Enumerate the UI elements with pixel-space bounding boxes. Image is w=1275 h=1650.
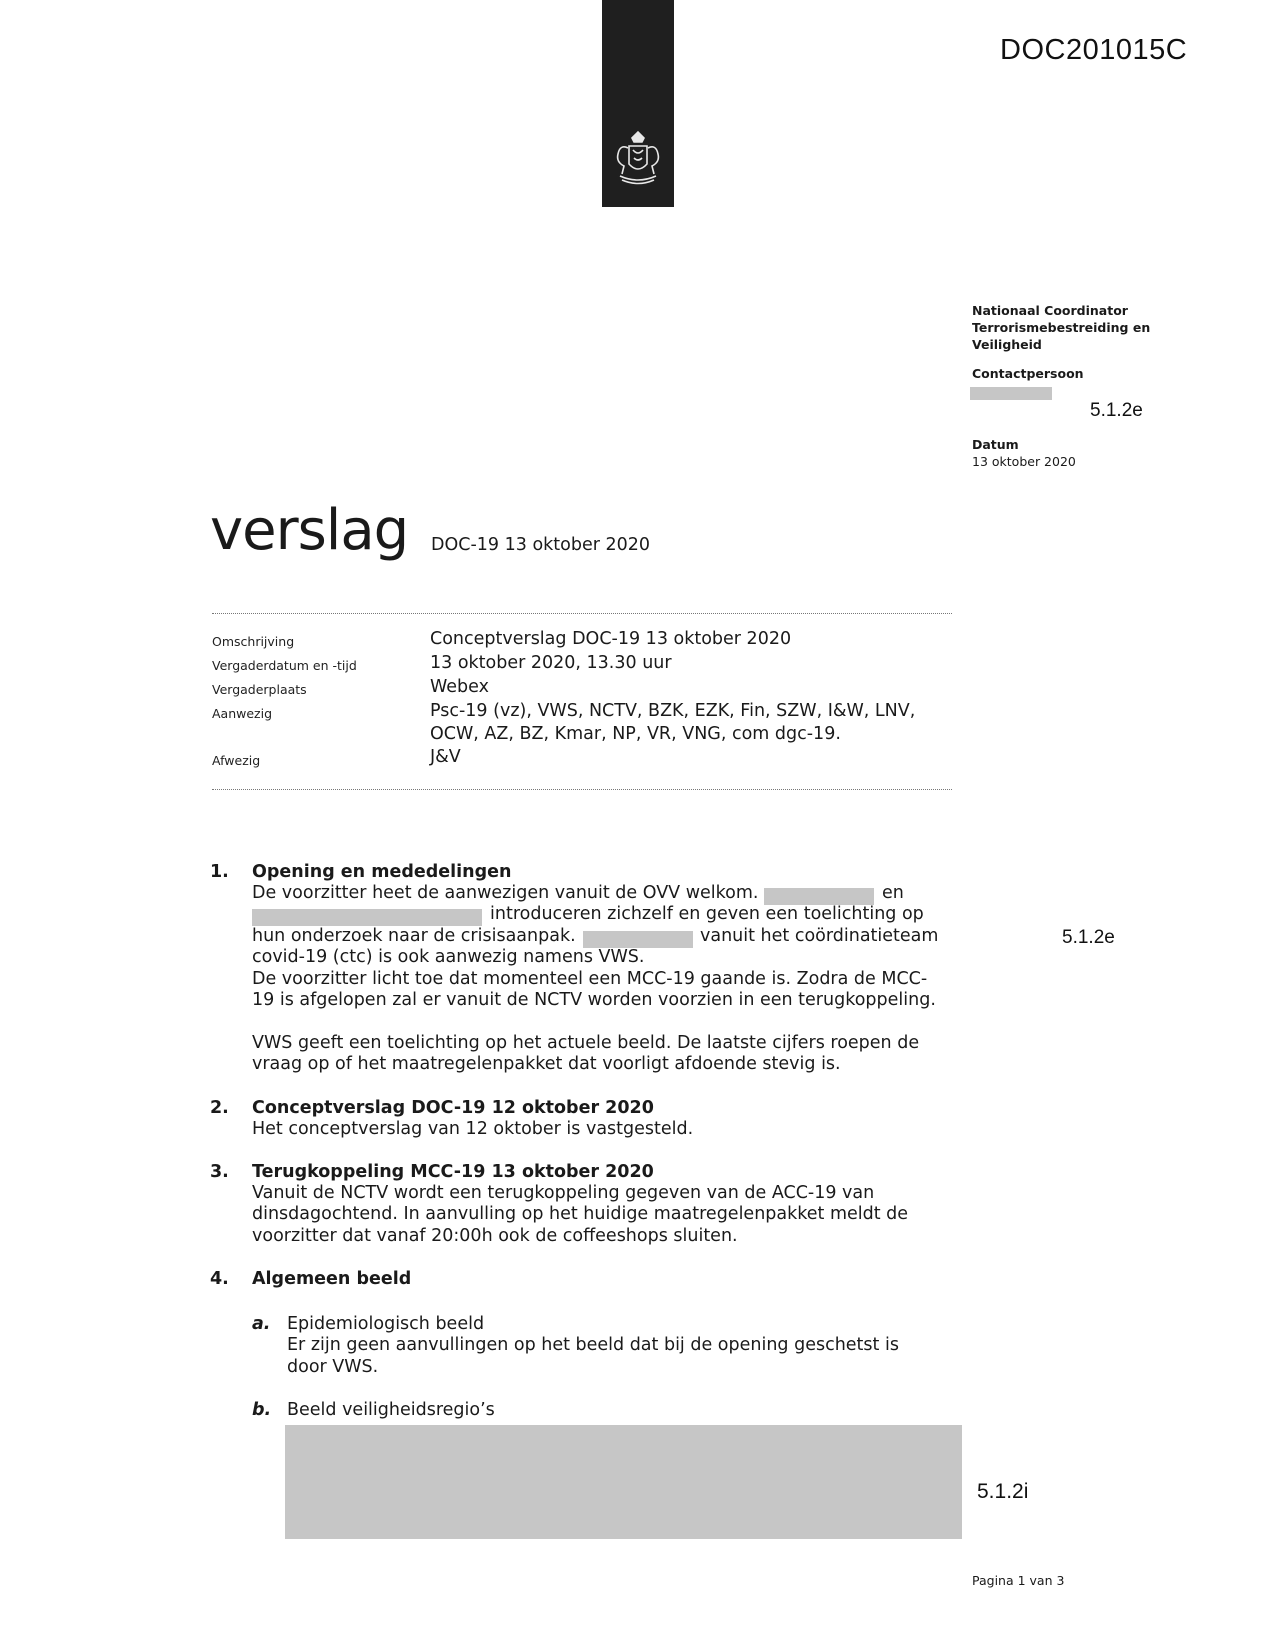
section-number: 4. xyxy=(210,1269,229,1289)
meta-value: J&V xyxy=(430,747,461,767)
redaction-box xyxy=(764,888,874,905)
date-value: 13 oktober 2020 xyxy=(972,454,1076,469)
sidebar-organisation xyxy=(972,302,1182,353)
meta-label: Afwezig xyxy=(212,753,261,768)
org-line: Terrorismebestreiding en xyxy=(972,320,1151,335)
document-subtitle: DOC-19 13 oktober 2020 xyxy=(431,535,651,555)
redaction-code: 5.1.2e xyxy=(1062,927,1115,948)
section-number: 3. xyxy=(210,1162,229,1182)
paragraph-line: covid-19 (ctc) is ook aanwezig namens VWS. xyxy=(252,947,645,967)
meta-value: OCW, AZ, BZ, Kmar, NP, VR, VNG, com dgc-19. xyxy=(430,724,841,744)
meta-value: Psc-19 (vz), VWS, NCTV, BZK, EZK, Fin, SZW, I&W, LNV, xyxy=(430,701,916,721)
meta-label: Vergaderdatum en -tijd xyxy=(212,658,357,673)
paragraph-line: door VWS. xyxy=(287,1357,379,1377)
redaction-code: 5.1.2e xyxy=(1090,400,1143,421)
page-number: Pagina 1 van 3 xyxy=(972,1573,1065,1588)
subsection-title: Beeld veiligheidsregio’s xyxy=(287,1400,495,1420)
date-label: Datum xyxy=(972,437,1019,452)
paragraph-line: Het conceptverslag van 12 oktober is vastgesteld. xyxy=(252,1119,694,1139)
paragraph-line: De voorzitter licht toe dat momenteel een MCC-19 gaande is. Zodra de MCC- xyxy=(252,969,928,989)
org-line: Nationaal Coordinator xyxy=(972,303,1128,318)
paragraph-line: 19 is afgelopen zal er vanuit de NCTV worden voorzien in een terugkoppeling. xyxy=(252,990,936,1010)
coat-of-arms-icon xyxy=(612,130,664,188)
meta-value: 13 oktober 2020, 13.30 uur xyxy=(430,653,672,673)
section-number: 1. xyxy=(210,862,229,882)
meta-label: Aanwezig xyxy=(212,706,273,721)
paragraph-line: Vanuit de NCTV wordt een terugkoppeling gegeven van de ACC-19 van xyxy=(252,1183,875,1203)
paragraph-line: en xyxy=(882,883,904,903)
subsection-letter: b. xyxy=(252,1400,272,1420)
document-id: DOC201015C xyxy=(1000,34,1188,66)
meta-value: Conceptverslag DOC-19 13 oktober 2020 xyxy=(430,629,792,649)
paragraph-line: vraag op of het maatregelenpakket dat voorligt afdoende stevig is. xyxy=(252,1054,841,1074)
paragraph-line: De voorzitter heet de aanwezigen vanuit de OVV welkom. xyxy=(252,883,759,903)
contact-label xyxy=(972,365,1182,382)
emblem-bar xyxy=(602,0,674,207)
paragraph-line: vanuit het coördinatieteam xyxy=(700,926,939,946)
contact-label-text: Contactpersoon xyxy=(972,366,1084,381)
meta-label: Omschrijving xyxy=(212,634,295,649)
paragraph-line: VWS geeft een toelichting op het actuele beeld. De laatste cijfers roepen de xyxy=(252,1033,920,1053)
subsection-letter: a. xyxy=(252,1314,271,1334)
subsection-title: Epidemiologisch beeld xyxy=(287,1314,485,1334)
paragraph-line: introduceren zichzelf en geven een toelichting op xyxy=(490,904,924,924)
paragraph-line: voorzitter dat vanaf 20:00h ook de coffeeshops sluiten. xyxy=(252,1226,738,1246)
section-title: Opening en mededelingen xyxy=(252,862,512,882)
section-number: 2. xyxy=(210,1098,229,1118)
paragraph-line: hun onderzoek naar de crisisaanpak. xyxy=(252,926,576,946)
meta-label: Vergaderplaats xyxy=(212,682,307,697)
redaction-box-large xyxy=(285,1425,962,1539)
redaction-box xyxy=(252,909,482,926)
redaction-box xyxy=(970,387,1052,400)
org-line: Veiligheid xyxy=(972,337,1042,352)
paragraph-line: dinsdagochtend. In aanvulling op het huidige maatregelenpakket meldt de xyxy=(252,1204,909,1224)
paragraph-line: Er zijn geen aanvullingen op het beeld dat bij de opening geschetst is xyxy=(287,1335,899,1355)
divider xyxy=(212,789,952,790)
divider xyxy=(212,613,952,614)
meta-value: Webex xyxy=(430,677,489,697)
section-title: Algemeen beeld xyxy=(252,1269,412,1289)
section-title: Conceptverslag DOC-19 12 oktober 2020 xyxy=(252,1098,654,1118)
redaction-box xyxy=(583,931,693,948)
section-title: Terugkoppeling MCC-19 13 oktober 2020 xyxy=(252,1162,654,1182)
redaction-code: 5.1.2i xyxy=(977,1480,1029,1503)
document-type-title: verslag xyxy=(210,498,409,563)
date-block xyxy=(972,436,1182,470)
